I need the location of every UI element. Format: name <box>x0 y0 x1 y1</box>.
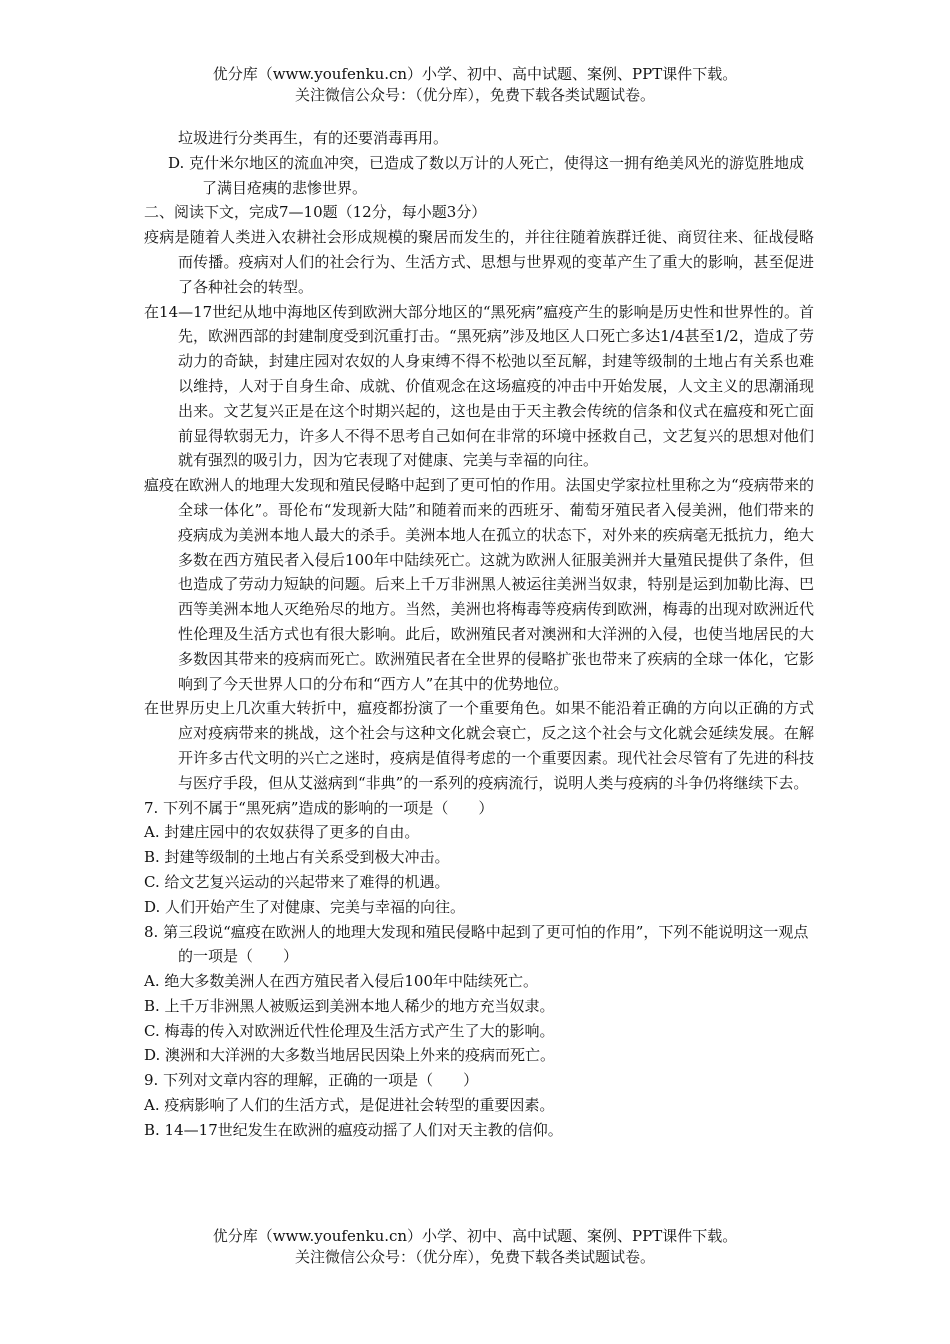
previous-option-c-continuation: 垃圾进行分类再生，有的还要消毒再用。 <box>178 129 449 147</box>
question-7-option-a: A. 封建庄园中的农奴获得了更多的自由。 <box>144 823 420 842</box>
passage-paragraph-4: 在世界历史上几次重大转折中，瘟疫都扮演了一个重要角色。如果不能沿着正确的方向以正确的方式应对疫病带来的挑战，这个社会与这种文化就会衰亡，反之这个社会与文化就会延续发展。在解开许多古代文明的兴亡之迷时，疫病是值得考虑的一个重要因素。现代社会尽管有了先进的科技与医疗手段，但从艾滋病到“非典”的一系列的疫病流行，说明人类与疫病的斗争仍将继续下去。 <box>144 699 814 792</box>
question-7-stem: 7. 下列不属于“黑死病”造成的影响的一项是（ ） <box>144 798 494 817</box>
question-7-option-d: D. 人们开始产生了对健康、完美与幸福的向往。 <box>144 897 466 916</box>
question-9-stem: 9. 下列对文章内容的理解，正确的一项是（ ） <box>144 1071 479 1090</box>
section-heading: 二、阅读下文，完成7—10题（12分，每小题3分） <box>144 203 487 222</box>
document-body <box>144 126 814 1143</box>
header-line-1: 优分库（www.youfenku.cn）小学、初中、高中试题、案例、PPT课件下载。 <box>212 65 738 83</box>
question-8-option-b: B. 上千万非洲黑人被贩运到美洲本地人稀少的地方充当奴隶。 <box>144 996 555 1015</box>
page-header <box>0 64 950 106</box>
footer-line-2: 关注微信公众号：（优分库），免费下载各类试题试卷。 <box>294 1248 655 1266</box>
question-8-option-d: D. 澳洲和大洋洲的大多数当地居民因染上外来的疫病而死亡。 <box>144 1046 556 1065</box>
page-footer <box>0 1226 950 1268</box>
question-9-option-a: A. 疫病影响了人们的生活方式，是促进社会转型的重要因素。 <box>144 1096 555 1115</box>
question-9-option-b: B. 14—17世纪发生在欧洲的瘟疫动摇了人们对天主教的信仰。 <box>144 1120 563 1139</box>
question-7-option-b: B. 封建等级制的土地占有关系受到极大冲击。 <box>144 848 450 867</box>
previous-option-d: D. 克什米尔地区的流血冲突，已造成了数以万计的人死亡，使得这一拥有绝美风光的游览胜地成了满目疮痍的悲惨世界。 <box>168 153 805 197</box>
passage-paragraph-2: 在14—17世纪从地中海地区传到欧洲大部分地区的“黑死病”瘟疫产生的影响是历史性和世界性的。首先，欧洲西部的封建制度受到沉重打击。“黑死病”涉及地区人口死亡多达1/4甚至1/2，造成了劳动力的奇缺，封建庄园对农奴的人身束缚不得不松弛以至瓦解，封建等级制的土地占有关系也难以维持，人对于自身生命、成就、价值观念在这场瘟疫的冲击中开始发展，人文主义的思潮涌现出来。文艺复兴正是在这个时期兴起的，这也是由于天主教会传统的信条和仪式在瘟疫和死亡面前显得软弱无力，许多人不得不思考自己如何在非常的环境中拯救自己，文艺复兴的思想对他们就有强烈的吸引力，因为它表现了对健康、完美与幸福的向往。 <box>144 302 814 470</box>
footer-line-1: 优分库（www.youfenku.cn）小学、初中、高中试题、案例、PPT课件下载。 <box>212 1227 738 1245</box>
question-7-option-c: C. 给文艺复兴运动的兴起带来了难得的机遇。 <box>144 872 450 891</box>
passage-paragraph-1: 疫病是随着人类进入农耕社会形成规模的聚居而发生的，并往往随着族群迁徙、商贸往来、征战侵略而传播。疫病对人们的社会行为、生活方式、思想与世界观的变革产生了重大的影响，甚至促进了各种社会的转型。 <box>144 228 814 296</box>
question-8-option-c: C. 梅毒的传入对欧洲近代性伦理及生活方式产生了大的影响。 <box>144 1021 555 1040</box>
question-8-stem: 8. 第三段说“瘟疫在欧洲人的地理大发现和殖民侵略中起到了更可怕的作用”，下列不能说明这一观点的一项是（ ） <box>144 922 809 966</box>
question-8-option-a: A. 绝大多数美洲人在西方殖民者入侵后100年中陆续死亡。 <box>144 972 539 991</box>
passage-paragraph-3: 瘟疫在欧洲人的地理大发现和殖民侵略中起到了更可怕的作用。法国史学家拉杜里称之为“疫病带来的全球一体化”。哥伦布“发现新大陆”和随着而来的西班牙、葡萄牙殖民者入侵美洲，他们带来的疫病成为美洲本地人最大的杀手。美洲本地人在孤立的状态下，对外来的疾病毫无抵抗力，绝大多数在西方殖民者入侵后100年中陆续死亡。这就为欧洲人征服美洲并大量殖民提供了条件，但也造成了劳动力短缺的问题。后来上千万非洲黑人被运往美洲当奴隶，特别是运到加勒比海、巴西等美洲本地人灭绝殆尽的地方。当然，美洲也将梅毒等疫病传到欧洲，梅毒的出现对欧洲近代性伦理及生活方式也有很大影响。此后，欧洲殖民者对澳洲和大洋洲的入侵，也使当地居民的大多数因其带来的疫病而死亡。欧洲殖民者在全世界的侵略扩张也带来了疾病的全球一体化，它影响到了今天世界人口的分布和“西方人”在其中的优势地位。 <box>144 476 814 693</box>
header-line-2: 关注微信公众号：（优分库），免费下载各类试题试卷。 <box>294 86 655 104</box>
